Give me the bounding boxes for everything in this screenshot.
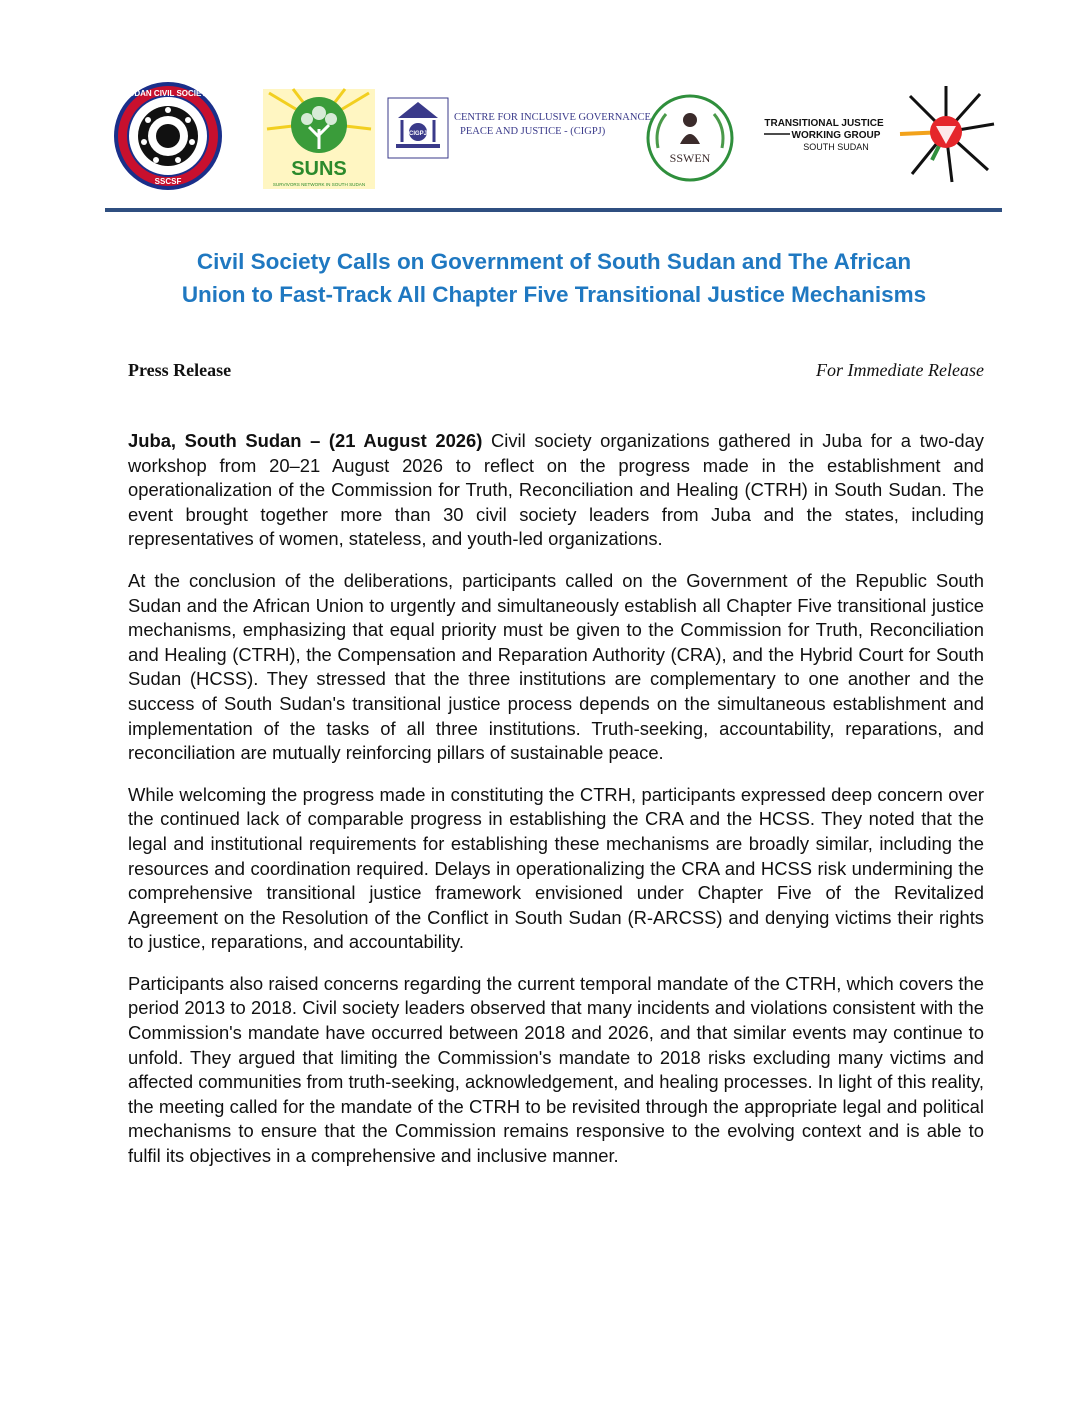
title-line-2: Union to Fast-Track All Chapter Five Transitional Justice Mechanisms <box>181 282 927 307</box>
tjwg-line1: TRANSITIONAL JUSTICE <box>764 118 884 129</box>
cigpj-badge: CIGPJ <box>408 131 428 137</box>
cigpj-line2: PEACE AND JUSTICE - (CIGPJ) <box>460 126 606 137</box>
paragraph-1-text: Civil society organizations gathered in Juba for a two-day workshop from 20–21 August 2026 to reflect on the progress made in the establishment and operationalization of the Commission for Truth, Reconciliation and Healing (CTRH) in South Sudan. The event brought together more than 30 civil society leaders from Juba and the states, including representatives of women, stateless, and youth-led organizations. <box>128 430 984 550</box>
title-line-1: Civil Society Calls on Government of South Sudan and The African <box>196 249 912 274</box>
header-rule <box>105 208 1002 212</box>
immediate-release-label: For Immediate Release <box>816 360 984 380</box>
paragraph-2: At the conclusion of the deliberations, participants called on the Government of the Republic South Sudan and the African Union to urgently and simultaneously establish all Chapter Five transitional justice mechanisms, emphasizing that equal priority must be given to the Commission for Truth, Reconciliation and Healing (CTRH), the Compensation and Reparation Authority (CRA), and the Hybrid Court for South Sudan (HCSS). They stressed that the three institutions are complementary to one another and the success of South Sudan's transitional justice process depends on the simultaneous establishment and implementation of the tasks of all three institutions. Truth-seeking, accountability, reparations, and reconciliation are mutually reinforcing pillars of sustainable peace. <box>128 569 984 764</box>
sscsf-bottom-text: SSCSF <box>154 177 182 186</box>
cigpj-logo <box>386 96 651 166</box>
suns-logo <box>263 89 375 189</box>
logo-row <box>93 78 1000 200</box>
paragraph-1 <box>128 429 984 552</box>
tjwg-line2: WORKING GROUP <box>791 130 881 141</box>
press-release-body <box>128 429 984 1186</box>
sswen-text: SSWEN <box>669 151 711 165</box>
sscsf-ring-text: SOUTH SUDAN CIVIL SOCIETY FORUM <box>93 89 243 98</box>
press-release-label: Press Release <box>128 360 232 380</box>
cigpj-line1: CENTRE FOR INCLUSIVE GOVERNANCE <box>454 112 651 123</box>
tjwg-logo <box>760 82 1000 186</box>
suns-subtext: SURVIVORS NETWORK IN SOUTH SUDAN <box>272 182 366 187</box>
sscsf-logo <box>93 80 243 192</box>
sswen-logo <box>640 92 740 184</box>
paragraph-3: While welcoming the progress made in constituting the CTRH, participants expressed deep concern over the continued lack of comparable progress in establishing the CRA and the HCSS. They noted that the legal and institutional requirements for establishing these mechanisms are broadly similar, including the resources and coordination required. Delays in operationalizing the CRA and HCSS risk undermining the comprehensive transitional justice framework envisioned under Chapter Five of the Revitalized Agreement on the Resolution of the Conflict in South Sudan (R-ARCSS) and denying victims their rights to justice, reparations, and accountability. <box>128 783 984 953</box>
page-title <box>110 245 998 311</box>
tjwg-line3: SOUTH SUDAN <box>803 142 869 152</box>
paragraph-4: Participants also raised concerns regarding the current temporal mandate of the CTRH, which covers the period 2013 to 2018. Civil society leaders observed that many incidents and violations consistent with the Commission's mandate have occurred between 2018 and 2026, and that similar events may continue to unfold. They argued that limiting the Commission's mandate to 2018 risks excluding many victims and affected communities from truth-seeking, acknowledgement, and healing processes. In light of this reality, the meeting called for the mandate of the CTRH to be revisited through the appropriate legal and political mechanisms to ensure that the Commission remains responsive to the evolving context and is able to fulfil its objectives in a comprehensive and inclusive manner. <box>128 972 984 1167</box>
dateline: Juba, South Sudan – (21 August 2026) <box>128 430 483 451</box>
suns-text: SUNS <box>291 158 347 180</box>
